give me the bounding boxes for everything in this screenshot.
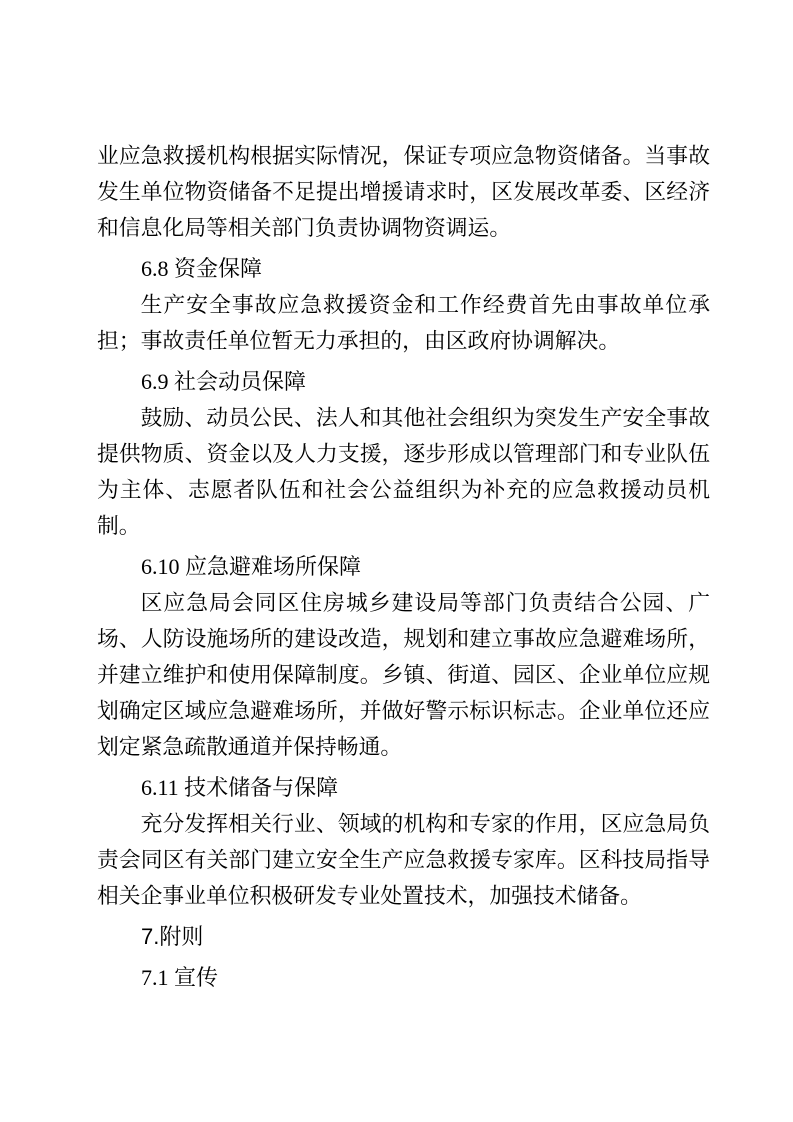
section-heading-6-9: 6.9 社会动员保障 bbox=[141, 369, 307, 394]
paragraph-social-mobilization: 鼓励、动员公民、法人和其他社会组织为突发生产安全事故提供物质、资金以及人力支援，逐步形成以管理部门和专业队伍为主体、志愿者队伍和社会公益组织为补充的应急救援动员机制。 bbox=[97, 405, 710, 538]
paragraph-technical-reserve: 充分发挥相关行业、领域的机构和专家的作用，区应急局负责会同区有关部门建立安全生产应急救援专家库。区科技局指导相关企事业单位积极研发专业处置技术，加强技术储备。 bbox=[97, 811, 710, 908]
paragraph-emergency-shelter: 区应急局会同区住房城乡建设局等部门负责结合公园、广场、人防设施场所的建设改造，规划和建立事故应急避难场所，并建立维护和使用保障制度。乡镇、街道、园区、企业单位应规划确定区域应急避难场所，并做好警示标识标志。企业单位还应划定紧急疏散通道并保持畅通。 bbox=[97, 590, 710, 759]
paragraph-material-support-continuation: 业应急救援机构根据实际情况，保证专项应急物资储备。当事故发生单位物资储备不足提出增援请求时，区发展改革委、区经济和信息化局等相关部门负责协调物资调运。 bbox=[97, 143, 710, 240]
section-heading-6-11: 6.11 技术储备与保障 bbox=[141, 775, 339, 800]
paragraph-funding-support: 生产安全事故应急救援资金和工作经费首先由事故单位承担；事故责任单位暂无力承担的，由区政府协调解决。 bbox=[97, 292, 710, 353]
document-text-block bbox=[97, 138, 710, 996]
section-heading-7: 7.附则 bbox=[141, 924, 204, 949]
section-heading-6-8: 6.8 资金保障 bbox=[141, 256, 263, 281]
section-heading-7-1: 7.1 宣传 bbox=[141, 965, 219, 990]
section-heading-6-10: 6.10 应急避难场所保障 bbox=[141, 554, 362, 579]
